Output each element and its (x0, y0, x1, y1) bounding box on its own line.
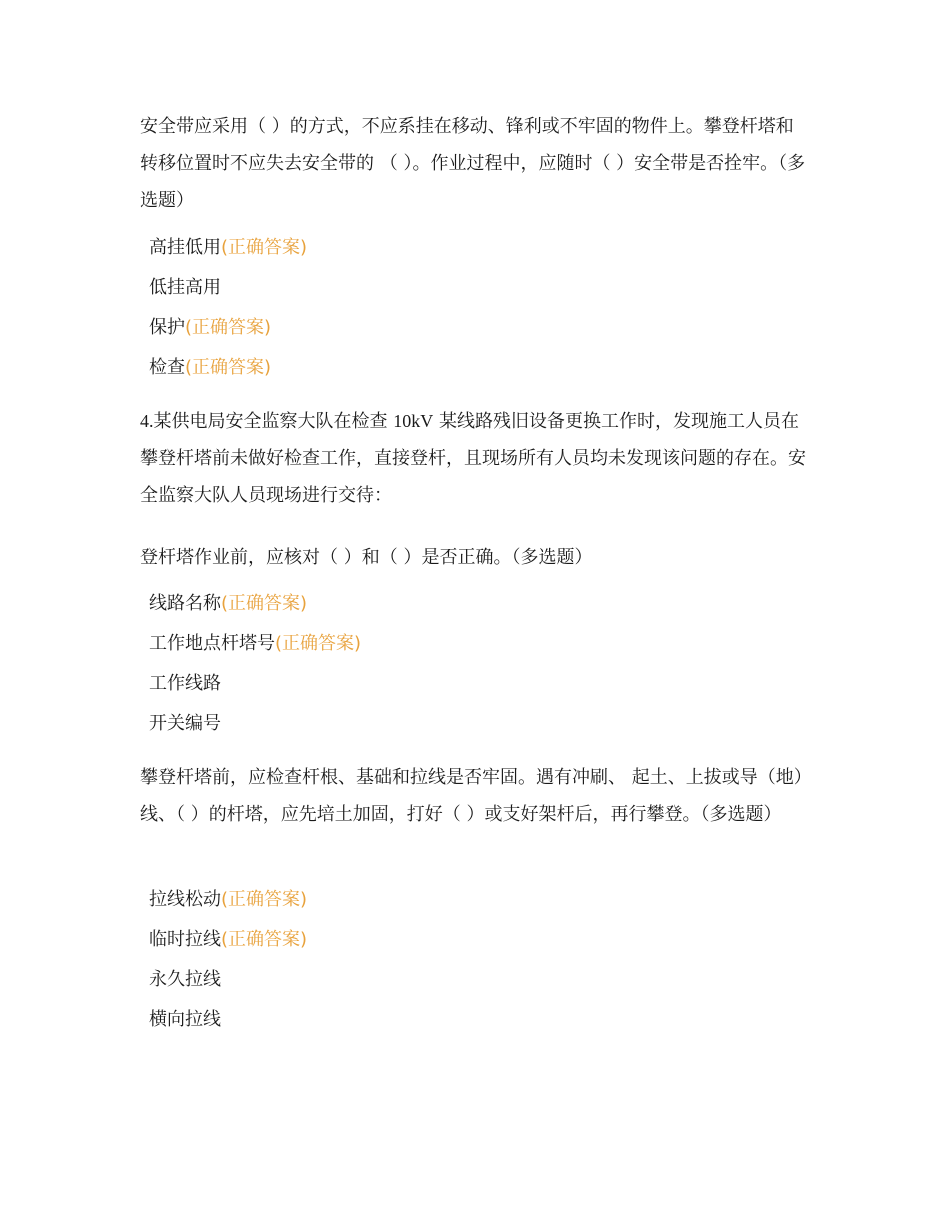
option-text: 低挂高用 (149, 277, 221, 298)
correct-answer-tag: (正确答案) (221, 237, 308, 258)
option-text: 开关编号 (149, 713, 221, 734)
question-1-option-b (149, 276, 221, 300)
correct-answer-tag: (正确答案) (221, 929, 308, 950)
question-2-stem: 登杆塔作业前，应核对（ ）和（ ）是否正确。（多选题） (140, 547, 593, 568)
option-text: 工作线路 (149, 673, 221, 694)
question-2-option-c (149, 672, 221, 696)
correct-answer-tag: (正确答案) (185, 357, 272, 378)
question-3-stem: 攀登杆塔前，应检查杆根、基础和拉线是否牢固。遇有冲刷、 起土、上拔或导（地）线、（ ）的杆塔，应先培土加固，打好（ ）或支好架杆后，再行攀登。（多选题） (140, 767, 803, 825)
option-text: 横向拉线 (149, 1009, 221, 1030)
question-3-option-b (149, 928, 307, 952)
question-1-option-c (149, 316, 271, 340)
case-number: 4. (140, 411, 154, 431)
question-1-stem: 安全带应采用（ ）的方式，不应系挂在移动、锋利或不牢固的物件上。攀登杆塔和转移位置时不应失去安全带的 （ ）。作业过程中，应随时（ ）安全带是否拴牢。（多选题） (140, 116, 806, 211)
question-3-option-d (149, 1008, 221, 1032)
option-text: 高挂低用 (149, 237, 221, 258)
question-1-option-a (149, 236, 307, 260)
option-text: 拉线松动 (149, 889, 221, 910)
case-description (140, 403, 810, 514)
option-text: 工作地点杆塔号 (149, 633, 275, 654)
question-2-option-b (149, 632, 361, 656)
question-2-option-d (149, 712, 221, 736)
case-text-a: 某供电局安全监察大队在检查 (153, 411, 388, 432)
question-1-option-d (149, 356, 271, 380)
case-voltage: 10kV (393, 411, 434, 431)
option-text: 永久拉线 (149, 969, 221, 990)
question-3-option-a (149, 888, 307, 912)
correct-answer-tag: (正确答案) (221, 889, 308, 910)
case-text-b: 某线路残旧设备更换工作时，发现施工人员在攀登杆塔前未做好检查工作，直接登杆，且现场所有人员均未发现该问题的存在。安全监察大队人员现场进行交待： (140, 411, 806, 506)
question-3-option-c (149, 968, 221, 992)
option-text: 线路名称 (149, 593, 221, 614)
correct-answer-tag: (正确答案) (221, 593, 308, 614)
option-text: 检查 (149, 357, 185, 378)
option-text: 保护 (149, 317, 185, 338)
option-text: 临时拉线 (149, 929, 221, 950)
question-2-option-a (149, 592, 307, 616)
correct-answer-tag: (正确答案) (275, 633, 362, 654)
correct-answer-tag: (正确答案) (185, 317, 272, 338)
